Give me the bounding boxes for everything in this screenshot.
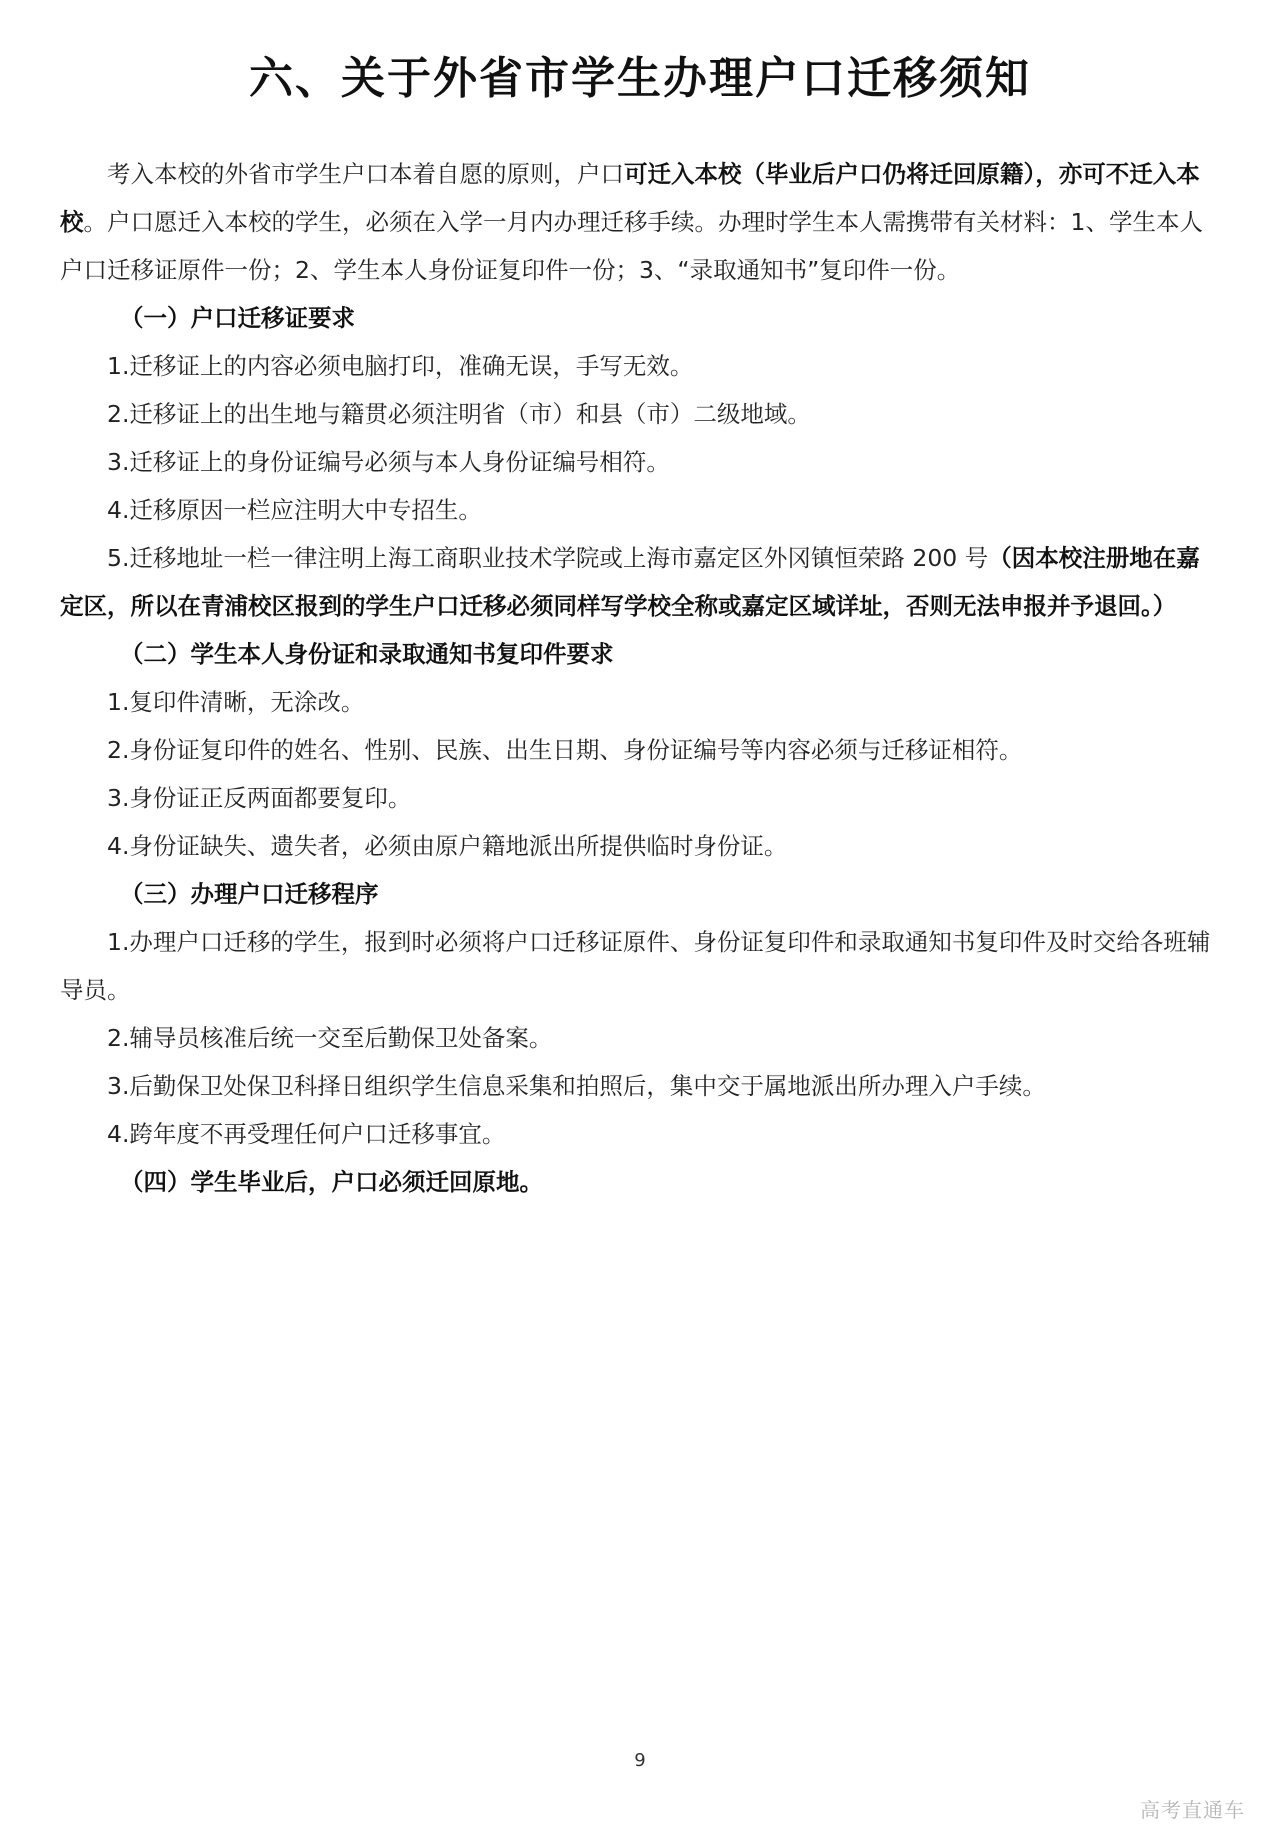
intro-paragraph (60, 150, 1220, 294)
section-1-item-3: 3.迁移证上的身份证编号必须与本人身份证编号相符。 (107, 448, 670, 476)
intro-text-end: 。户口愿迁入本校的学生，必须在入学一月内办理迁移手续。办理时学生本人需携带有关材料：1、学生本人户口迁移证原件一份；2、学生本人身份证复印件一份；3、“录取通知书”复印件一份。 (60, 208, 1203, 284)
intro-text-bold: 可迁入本校（毕业后户口仍将迁回原籍），亦可不迁入本校 (60, 160, 1200, 236)
section-1-item-4: 4.迁移原因一栏应注明大中专招生。 (107, 496, 482, 524)
section-3-item-4: 4.跨年度不再受理任何户口迁移事宜。 (107, 1120, 506, 1148)
section-1-item-1: 1.迁移证上的内容必须电脑打印，准确无误，手写无效。 (107, 352, 694, 380)
section-2-item-4: 4.身份证缺失、遗失者，必须由原户籍地派出所提供临时身份证。 (107, 832, 788, 860)
section-1-item-5-text: 5.迁移地址一栏一律注明上海工商职业技术学院或上海市嘉定区外冈镇恒荣路 200 号 (107, 544, 989, 572)
section-2-item-2: 2.身份证复印件的姓名、性别、民族、出生日期、身份证编号等内容必须与迁移证相符。 (107, 736, 1023, 764)
page-number: 9 (634, 1750, 646, 1771)
document-body (60, 150, 1220, 1206)
section-1-item-2: 2.迁移证上的出生地与籍贯必须注明省（市）和县（市）二级地域。 (107, 400, 811, 428)
section-2-item-1: 1.复印件清晰，无涂改。 (107, 688, 365, 716)
section-3-item-2: 2.辅导员核准后统一交至后勤保卫处备案。 (107, 1024, 553, 1052)
section-3-item-1: 1.办理户口迁移的学生，报到时必须将户口迁移证原件、身份证复印件和录取通知书复印件及时交给各班辅导员。 (60, 928, 1211, 1004)
section-1-item-5 (60, 534, 1220, 630)
section-2-heading: （二）学生本人身份证和录取通知书复印件要求 (120, 640, 614, 668)
watermark-text: 高考直通车 (1140, 1798, 1245, 1822)
intro-text-start: 考入本校的外省市学生户口本着自愿的原则，户口 (107, 160, 624, 188)
section-1-heading: （一）户口迁移证要求 (120, 304, 355, 332)
page-title: 六、关于外省市学生办理户口迁移须知 (249, 53, 1031, 104)
section-2-item-3: 3.身份证正反两面都要复印。 (107, 784, 412, 812)
section-3-heading: （三）办理户口迁移程序 (120, 880, 379, 908)
section-1-item-5-note: （因本校注册地在嘉定区，所以在青浦校区报到的学生户口迁移必须同样写学校全称或嘉定区域详址，否则无法申报并予退回。） (60, 544, 1200, 620)
section-3-item-3: 3.后勤保卫处保卫科择日组织学生信息采集和拍照后，集中交于属地派出所办理入户手续。 (107, 1072, 1046, 1100)
section-4-heading: （四）学生毕业后，户口必须迁回原地。 (120, 1168, 543, 1196)
